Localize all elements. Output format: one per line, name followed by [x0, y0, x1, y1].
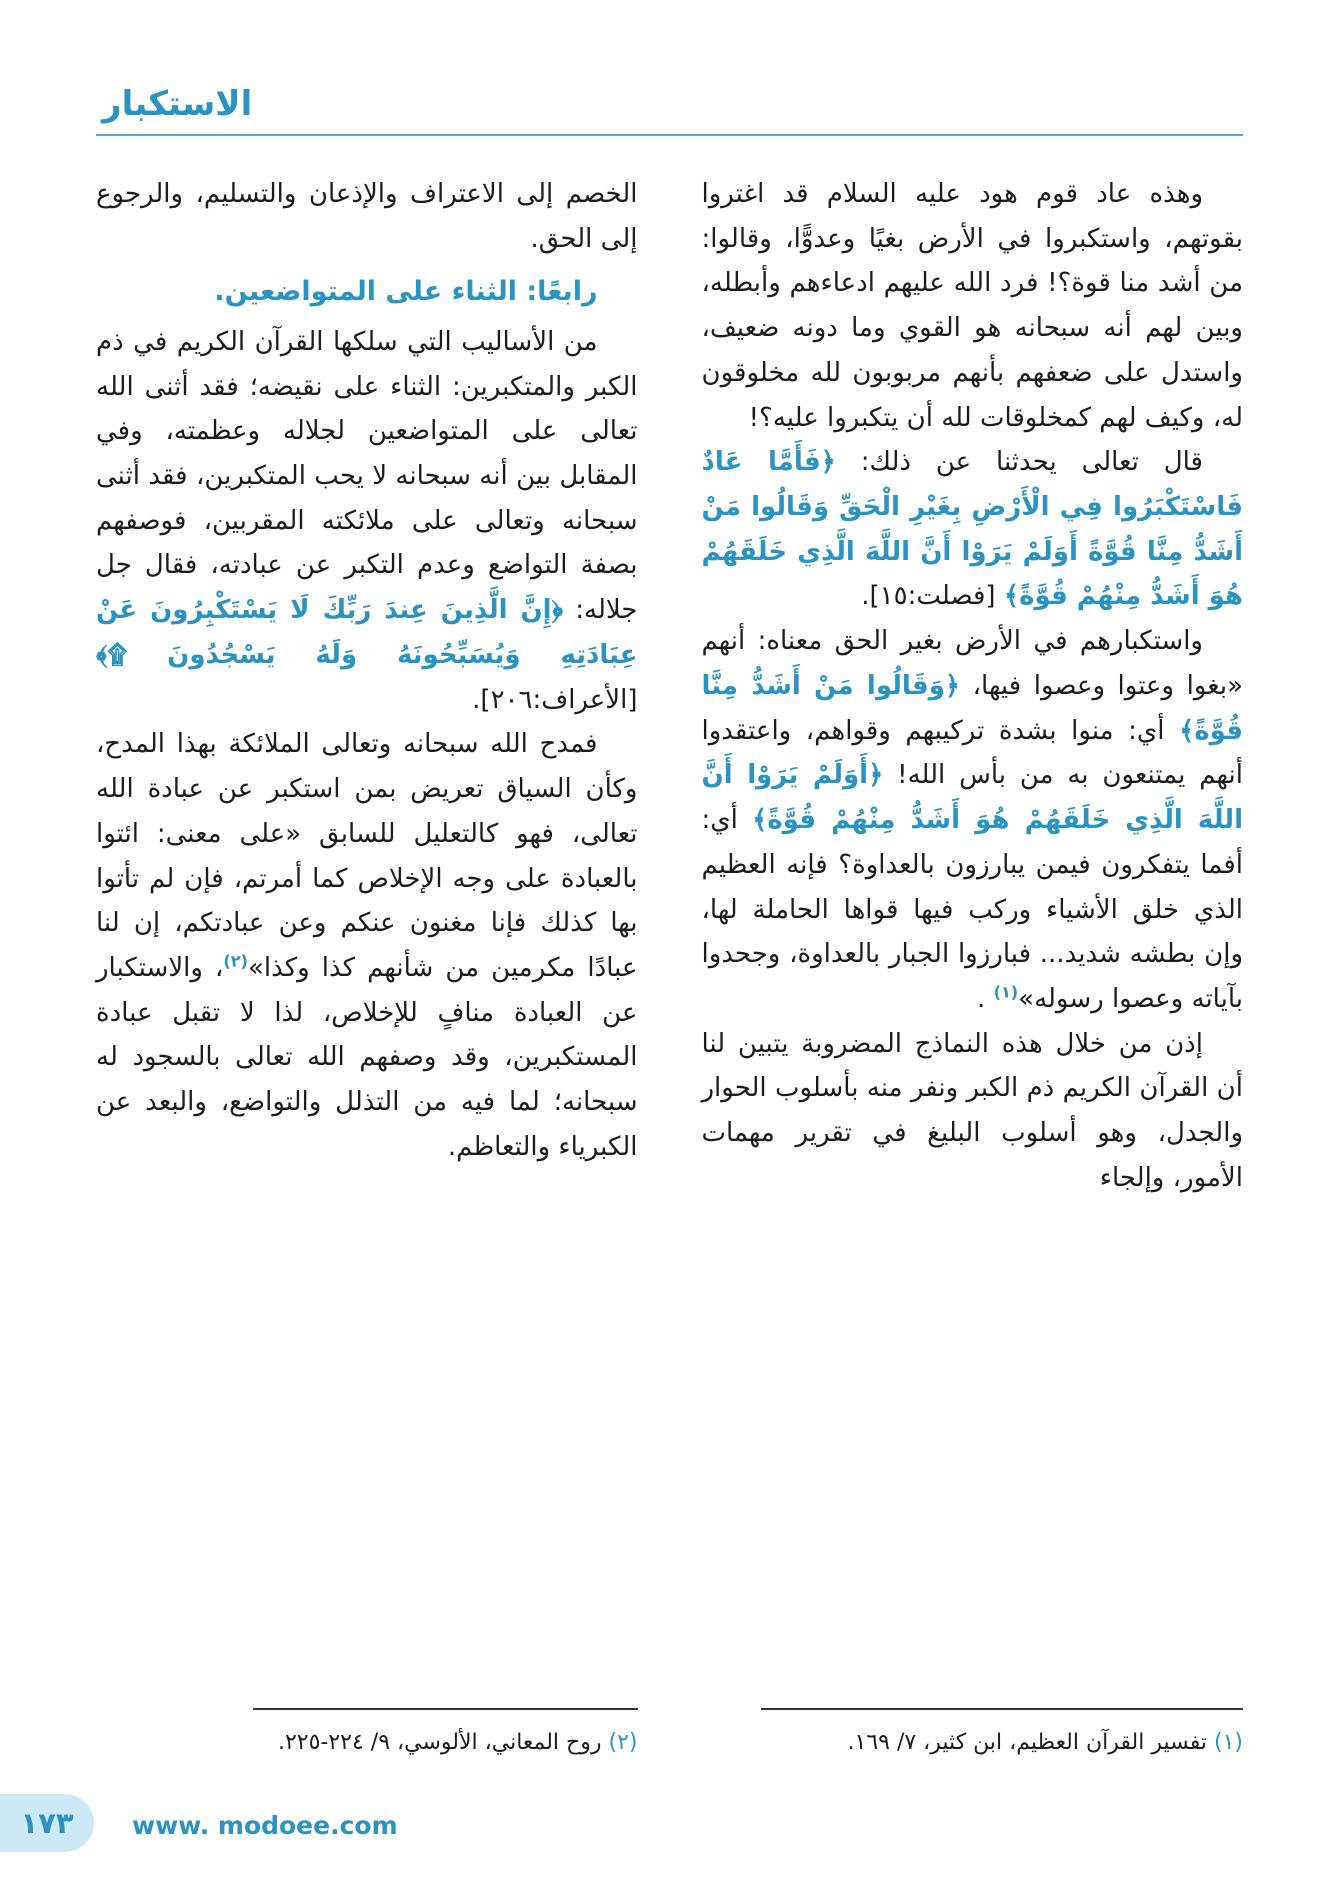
body-text: واستكبارهم في الأرض بغير الحق معناه: أنهم «بغوا وعتوا وعصوا فيها،: [701, 626, 1243, 701]
footnote-separator-2: [253, 1708, 637, 1710]
body-text: أي: منوا بشدة تركيبهم وقواهم، واعتقدوا أنهم يمتنعون به من بأس الله!: [701, 715, 1243, 791]
footnote-source-2: روح المعاني، الألوسي، ٩/ ٢٢٤-٢٢٥.: [277, 1729, 602, 1755]
paragraph-aad-story: [702, 172, 1244, 440]
footnotes: [96, 1690, 1243, 1760]
chapter-title: الاستكبار: [102, 84, 253, 124]
quran-verse-araf-206: ﴿إِنَّ الَّذِينَ عِندَ رَبِّكَ لَا يَسْتَكْبِرُونَ عَنْ عِبَادَتِهِ وَيُسَبِّحُونَهُ وَلَهُ يَسْجُدُونَ ۩﴾: [96, 595, 638, 670]
footnote-ref-1: (١): [993, 982, 1019, 1002]
body-text: قال تعالى يحدثنا عن ذلك:: [835, 447, 1203, 478]
paragraph-praise-humble: [96, 320, 638, 722]
quran-quote-1: ﴿وَقَالُوا مَنْ أَشَدُّ مِنَّا قُوَّةً﴾: [701, 670, 1243, 746]
footnote-source-1: تفسير القرآن العظيم، ابن كثير، ٧/ ١٦٩.: [847, 1729, 1207, 1755]
paragraph-conclusion: [702, 1022, 1244, 1201]
column-left: [96, 172, 638, 1690]
body-text: الخصم إلى الاعتراف والإذعان والتسليم، والرجوع إلى الحق.: [96, 179, 638, 254]
page-header: [96, 84, 1243, 136]
verse-reference-fussilat: [فصلت:١٥].: [861, 581, 1004, 612]
page-content: [96, 172, 1243, 1690]
footnote-ref-2: (٢): [223, 951, 248, 971]
body-text: من الأساليب التي سلكها القرآن الكريم في ذم الكبر والمتكبرين: الثناء على نقيضه؛ فقد أثنى الله تعالى على المتواضعين لجلاله وعظمته، وفي المقابل بين أنه سبحانه لا يحب المتكبرين، فقد أثنى سبحانه وتعالى على ملائكته المقربين، فوصفهم بصفة التواضع وعدم التكبر عن عبادته، فقال جل جلاله:: [96, 326, 638, 626]
footnote-separator-1: [761, 1708, 1243, 1710]
paragraph-fussilat-verse: [702, 440, 1244, 619]
footnote-marker-2: (٢): [601, 1729, 638, 1755]
footnote-2: [96, 1708, 638, 1760]
body-text: إذن من خلال هذه النماذج المضروبة يتبين لنا أن القرآن الكريم ذم الكبر ونفر منه بأسلوب الحوار والجدل، وهو أسلوب البليغ في تقرير مهمات الأمور، وإلجاء: [701, 1028, 1243, 1193]
header-rule: [96, 134, 1243, 136]
paragraph-angels-praise: [96, 722, 638, 1169]
body-text: ، والاستكبار عن العبادة منافٍ للإخلاص، لذا لا تقبل عبادة المستكبرين، وقد وصفهم الله تعالى بالسجود له سبحانه؛ لما فيه من التذلل والتواضع، والبعد عن الكبرياء والتعاظم.: [96, 952, 638, 1162]
page-number: ١٧٣: [20, 1806, 74, 1840]
column-right: [702, 172, 1244, 1690]
quran-quote-2: ﴿أَوَلَمْ يَرَوْا أَنَّ اللَّهَ الَّذِي خَلَقَهُمْ هُوَ أَشَدُّ مِنْهُمْ قُوَّةً﴾: [701, 760, 1243, 836]
body-text: .: [977, 983, 994, 1014]
page-number-tab: [0, 1794, 94, 1852]
footnote-marker-1: (١): [1207, 1729, 1243, 1755]
body-text: وهذه عاد قوم هود عليه السلام قد اغتروا بقوتهم، واستكبروا في الأرض بغيًا وعدوًّا، وقالوا: من أشد منا قوة؟! فرد الله عليهم ادعاءهم وأبطله، وبين لهم أنه سبحانه هو القوي وما دونه ضعيف، واستدل على ضعفهم بأنهم مربوبون لله مخلوقون له، وكيف لهم كمخلوقات لله أن يتكبروا عليه؟!: [701, 179, 1243, 433]
verse-reference-araf: [الأعراف:٢٠٦].: [472, 684, 638, 715]
footnote-text-2: [96, 1726, 638, 1760]
footnote-1: [702, 1708, 1244, 1760]
section-heading-fourth: رابعًا: الثناء على المتواضعين.: [214, 276, 598, 308]
footnote-text-1: [702, 1726, 1244, 1760]
quran-verse-fussilat-15: ﴿فَأَمَّا عَادٌ فَاسْتَكْبَرُوا فِي الْأَرْضِ بِغَيْرِ الْحَقِّ وَقَالُوا مَنْ أَشَدُّ مِنَّا قُوَّةً أَوَلَمْ يَرَوْا أَنَّ اللَّهَ الَّذِي خَلَقَهُمْ هُوَ أَشَدُّ مِنْهُمْ قُوَّةً﴾: [701, 447, 1243, 612]
body-text: أي: أفما يتفكرون فيمن يبارزون بالعداوة؟ فإنه العظيم الذي خلق الأشياء وركب فيها قواها الحاملة لها، وإن بطشه شديد... فبارزوا الجبار بالعداوة، وجحدوا بآياته وعصوا رسوله»: [701, 805, 1243, 1014]
body-text: فمدح الله سبحانه وتعالى الملائكة بهذا المدح، وكأن السياق تعريض بمن استكبر عن عبادة الله تعالى، فهو كالتعليل للسابق «على معنى: ائتوا بالعبادة على وجه الإخلاص كما أمرتم، فإن لم تأتوا بها كذلك فإنا مغنون عنكم وعن عبادتكم، إن لنا عبادًا مكرمين من شأنهم كذا وكذا»: [96, 729, 638, 983]
paragraph-continuation: [96, 172, 638, 261]
paragraph-tafsir: [702, 619, 1244, 1021]
website-url: www. modoee.com: [132, 1811, 398, 1840]
